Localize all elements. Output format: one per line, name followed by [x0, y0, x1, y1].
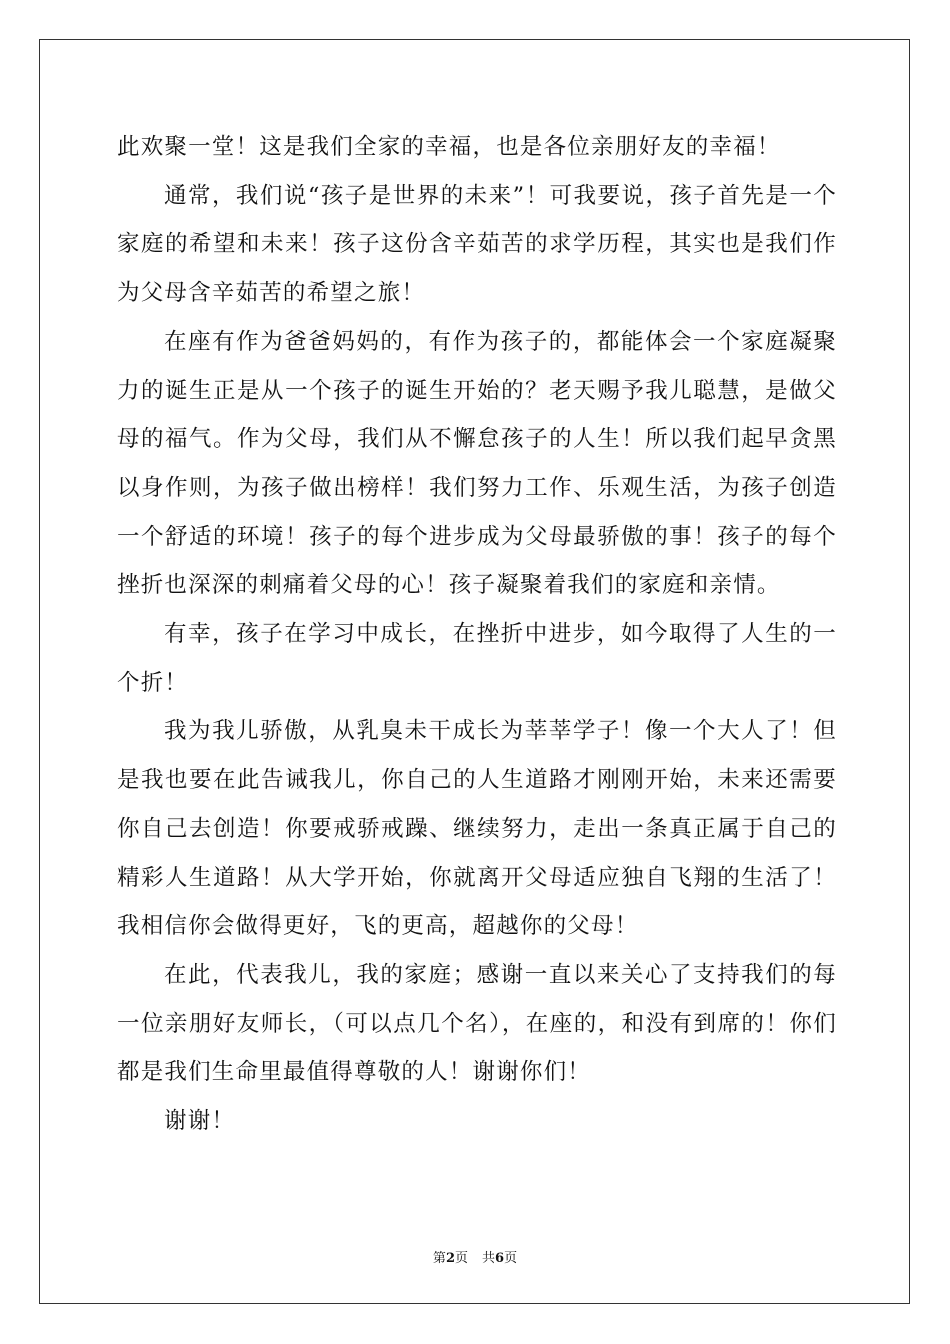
paragraph-1: 此欢聚一堂！这是我们全家的幸福，也是各位亲朋好友的幸福！: [117, 134, 781, 160]
total-suffix: 页: [504, 1251, 518, 1266]
paragraph-5: 我为我儿骄傲，从乳臭未干成长为莘莘学子！像一个大人了！但是我也要在此告诫我儿，你自己的人生道路才刚刚开始，未来还需要你自己去创造！你要戒骄戒躁、继续努力，走出一条真正属于自己的精彩人生道路！从大学开始，你就离开父母适应独自飞翔的生活了！我相信你会做得更好，飞的更高，超越你的父母！: [117, 718, 837, 940]
paragraph-2: 通常，我们说“孩子是世界的未来”！可我要说，孩子首先是一个家庭的希望和未来！孩子这份含辛茹苦的求学历程，其实也是我们作为父母含辛茹苦的希望之旅！: [117, 182, 837, 307]
paragraph-3: 在座有作为爸爸妈妈的，有作为孩子的，都能体会一个家庭凝聚力的诞生正是从一个孩子的诞生开始的？老天赐予我儿聪慧，是做父母的福气。作为父母，我们从不懈怠孩子的人生！所以我们起早贪黑以身作则，为孩子做出榜样！我们努力工作、乐观生活，为孩子创造一个舒适的环境！孩子的每个进步成为父母最骄傲的事！孩子的每个挫折也深深的刺痛着父母的心！孩子凝聚着我们的家庭和亲情。: [117, 328, 837, 599]
total-prefix: 共: [482, 1251, 496, 1266]
total-pages: 6: [495, 1251, 505, 1266]
paragraph-4: 有幸，孩子在学习中成长，在挫折中进步，如今取得了人生的一个折！: [117, 621, 837, 696]
paragraph-7: 谢谢！: [164, 1108, 236, 1135]
document-body: [117, 123, 837, 1146]
page-prefix: 第: [432, 1251, 446, 1266]
paragraph-6: 在此，代表我儿，我的家庭；感谢一直以来关心了支持我们的每一位亲朋好友师长，（可以点几个名），在座的，和没有到席的！你们都是我们生命里最值得尊敬的人！谢谢你们！: [117, 961, 837, 1086]
page-suffix: 页: [454, 1251, 468, 1266]
page-footer: [0, 1247, 950, 1266]
page-number: 2: [445, 1251, 455, 1266]
